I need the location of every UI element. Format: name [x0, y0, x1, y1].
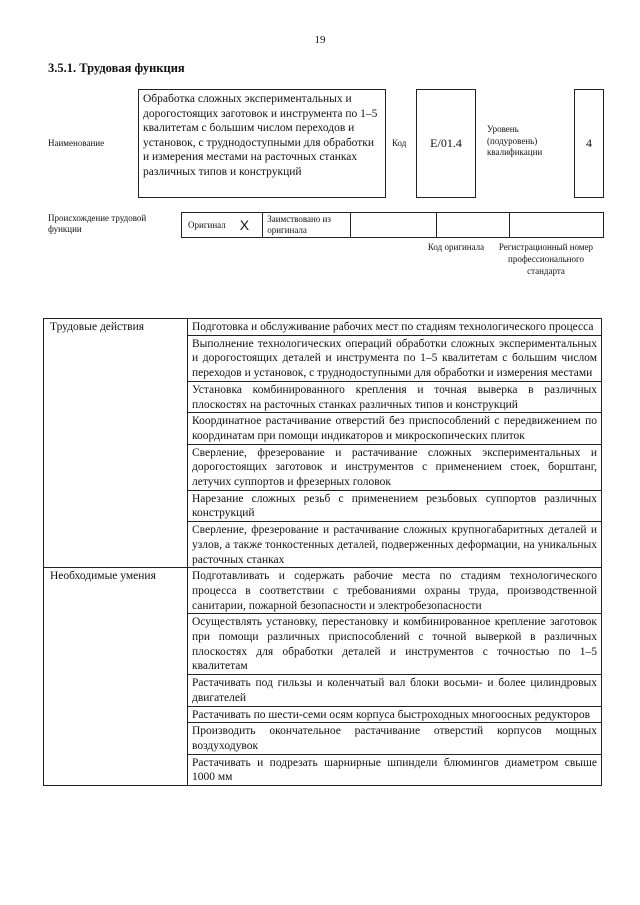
page-number: 19: [314, 34, 326, 46]
borrowed-cell: [263, 213, 351, 237]
skill-row: [44, 568, 602, 614]
labor-action-row-text: Сверление, фрезерование и растачивание сложных экспериментальных и дорогостоящих заготовок и инструментов с применением стоек, борштанг, летучих суппортов и фрезерных головок: [188, 444, 602, 490]
level-label: Уровень (подуровень) квалификации: [487, 124, 543, 157]
name-value: Обработка сложных экспериментальных и дорогостоящих заготовок и инструмента по 1–5 квалитетам с большим числом переходов и установок, с труднодоступными для обработки и измерения местами на расточных станках различных типов и конструкций: [138, 89, 386, 198]
labor-action-row-text: Выполнение технологических операций обработки сложных экспериментальных и дорогостоящих деталей и инструмента по 1–5 квалитетам с большим числом переходов и установок, с труднодоступными для обработки и измерения местами: [188, 335, 602, 381]
labor-action-row: [44, 319, 602, 336]
skill-row-text: Осуществлять установку, перестановку и комбинированное крепление заготовок при помощи различных приспособлений с точной выверкой в различных плоскостях для обработки деталей и инструментов с точностью по 1–5 квалитетам: [188, 614, 602, 675]
original-cell: [182, 213, 263, 237]
blank-cell: [351, 213, 437, 237]
section-title: 3.5.1. Трудовая функция: [48, 61, 185, 75]
origin-label: Происхождение трудовой функции: [48, 213, 147, 234]
code-value: E/01.4: [416, 89, 476, 198]
original-code-label: Код оригинала: [427, 242, 485, 252]
function-table: [43, 318, 602, 786]
original-code-cell: [437, 213, 511, 237]
skill-row-text: Подготавливать и содержать рабочие места по стадиям технологического процесса в соответствии с требованиями охраны труда, производственной санитарии, пожарной безопасности и электробезопасности: [188, 568, 602, 614]
skill-row-text: Растачивать под гильзы и коленчатый вал блоки восьми- и более цилиндровых двигателей: [188, 675, 602, 706]
skill-row-text: Растачивать и подрезать шарнирные шпиндели блюмингов диаметром свыше 1000 мм: [188, 754, 602, 785]
borrowed-label: Заимствовано из оригинала: [267, 214, 331, 235]
original-mark: X: [239, 217, 250, 233]
skill-row-text: Производить окончательное растачивание отверстий корпусов мощных воздуходувок: [188, 723, 602, 754]
level-value: 4: [574, 89, 604, 198]
origin-table: [181, 212, 604, 238]
name-label: Наименование: [48, 138, 105, 148]
labor-action-row-text: Нарезание сложных резьб с применением резьбовых суппортов различных конструкций: [188, 490, 602, 521]
reg-number-cell: [510, 213, 603, 237]
reg-number-label: Регистрационный номер профессионального стандарта: [498, 242, 594, 276]
skill-row-heading: Необходимые умения: [44, 568, 188, 786]
labor-action-row-text: Установка комбинированного крепления и точная выверка в различных плоскостях на расточных станках различных типов и конструкций: [188, 381, 602, 412]
labor-action-row-heading: Трудовые действия: [44, 319, 188, 568]
labor-action-row-text: Координатное растачивание отверстий без приспособлений с передвижением по координатам при помощи индикаторов и микроскопических плиток: [188, 413, 602, 444]
labor-action-row-text: Сверление, фрезерование и растачивание сложных крупногабаритных деталей и узлов, а также тонкостенных деталей, подверженных деформации, на уникальных расточных станках: [188, 522, 602, 568]
skill-row-text: Растачивать по шести-семи осям корпуса быстроходных многоосных редукторов: [188, 706, 602, 723]
original-label: Оригинал: [188, 220, 226, 230]
labor-action-row-text: Подготовка и обслуживание рабочих мест по стадиям технологического процесса: [188, 319, 602, 336]
code-label: Код: [392, 138, 407, 148]
